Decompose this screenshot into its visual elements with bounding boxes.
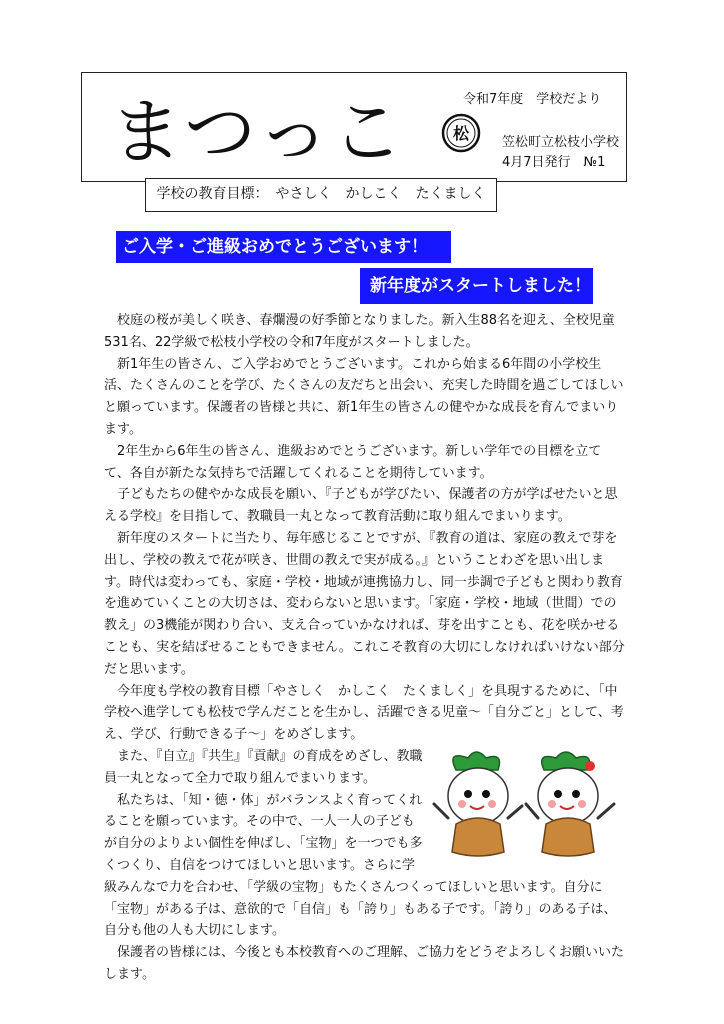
mascot-right <box>526 752 614 856</box>
school-seal-icon <box>441 113 481 153</box>
newsletter-title: まつっこ <box>110 90 406 174</box>
issue-type: 令和7年度 学校だより <box>463 92 602 107</box>
education-goal-box: 学校の教育目標： やさしく かしこく たくましく <box>145 178 497 212</box>
paragraph: 新1年生の皆さん、ご入学おめでとうございます。これから始まる6年間の小学校生活、たくさんのことを学び、たくさんの友だちと出会い、充実した時間を過ごしてほしいと願っています。保護者の皆様と共に、新1年生の皆さんの健やかな成長を育んでまいります。 <box>104 356 624 437</box>
mascot-left <box>434 752 522 856</box>
issue-date: 4月7日発行 №1 <box>502 155 606 170</box>
paragraph: 保護者の皆様には、今後とも本校教育へのご理解、ご協力をどうぞよろしくお願いいたします。 <box>104 945 625 982</box>
paragraph: 2年生から6年生の皆さん、進級おめでとうございます。新しい学年での目標を立てて、各自が新たな気持ちで活躍してくれることを期待しています。 <box>104 443 602 481</box>
paragraph: 新年度のスタートに当たり、毎年感じることですが、『教育の道は、家庭の教えで芽を出し、学校の教えで花が咲き、世間の教えで実が成る。』ということわざを思い出します。時代は変わっても、家庭・学校・地域が連携協力し、同一歩調で子どもと関わり教育を進めていくことの大切さは、変わらないと思います。「家庭・学校・地域（世間）での教え」の3機能が関わり合い、支え合っていかなければ、芽を出すことも、花を咲かせることも、実を結ばせることもできません。これこそ教育の大切にしなければいけない部分だと思います。 <box>104 530 625 677</box>
paragraph: 校庭の桜が美しく咲き、春爛漫の好季節となりました。新入生88名を迎え、全校児童531名、22学級で松枝小学校の令和7年度がスタートしました。 <box>104 313 615 350</box>
new-year-banner: 新年度がスタートしました！ <box>360 268 593 304</box>
paragraph: 私たちは、「知・徳・体」がバランスよく育ってくれることを願っています。その中で、一人一人の子どもが自分のよりよい個性を伸ばし、「宝物」を一つでも多くつくり、自信をつけてほしいと思います。さらに学級みんなで力を合わせ、「学級の宝物」もたくさんつくってほしいと思います。自分に「宝物」がある子は、意欲的で「自信」も「誇り」もある子です。「誇り」のある子は、自分も他の人も大切にします。 <box>104 792 617 939</box>
school-name: 笠松町立松枝小学校 <box>502 135 620 150</box>
paragraph: また、『自立』『共生』『貢献』の育成をめざし、教職員一丸となって全力で取り組んでまいります。 <box>104 748 423 786</box>
paragraph: 子どもたちの健やかな成長を願い、『子どもが学びたい、保護者の方が学ばせたいと思える学校』を目指して、教職員一丸となって教育活動に取り組んでまいります。 <box>104 487 618 525</box>
mascot-characters-icon <box>426 748 626 858</box>
congratulations-banner: ご入学・ご進級おめでとうございます！ <box>116 231 451 263</box>
seal-text: 松 <box>452 124 470 143</box>
mascot-illustration <box>426 748 626 858</box>
paragraph: 今年度も学校の教育目標「やさしく かしこく たくましく」を具現するために、「中学校へ進学しても松枝で学んだことを生かし、活躍できる児童～「自分ごと」として、考え、学び、行動できる子～」をめざします。 <box>104 683 624 743</box>
article-body <box>104 310 626 986</box>
